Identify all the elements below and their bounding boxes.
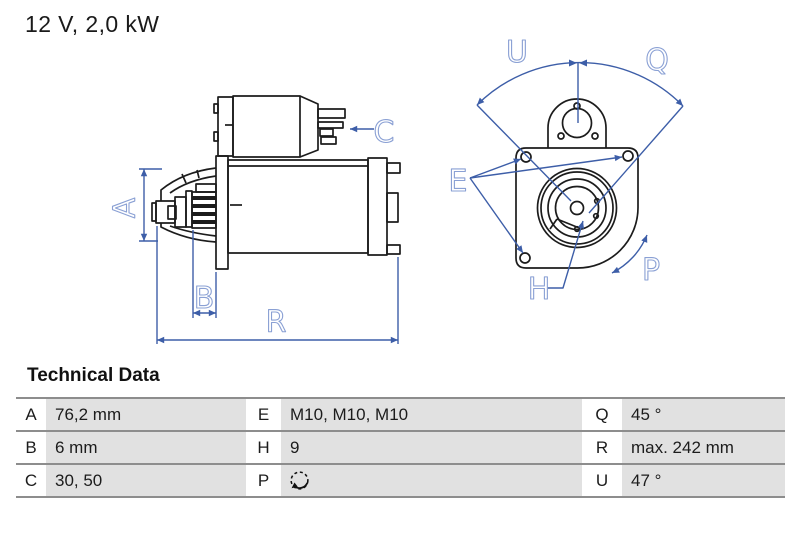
dim-label-a: A [107, 197, 143, 219]
angle-arc-UQ [477, 60, 683, 214]
table-value-r: max. 242 mm [622, 432, 785, 463]
table-heading: Technical Data [27, 365, 160, 386]
dim-label-r: R [265, 305, 287, 340]
table-row [16, 432, 785, 465]
motor-body-outline [216, 156, 400, 269]
rotation-direction-icon [288, 469, 311, 492]
dim-label-q: Q [645, 43, 669, 78]
table-value-c: 30, 50 [46, 465, 246, 496]
side-view-drawing [108, 96, 401, 344]
terminal-studs [318, 109, 345, 144]
table-row [16, 399, 785, 432]
table-key-b: B [16, 432, 46, 463]
drive-end-housing [152, 168, 216, 242]
table-key-a: A [16, 399, 46, 430]
dim-label-p: P [641, 253, 661, 288]
table-key-r: R [582, 432, 622, 463]
table-value-a: 76,2 mm [46, 399, 246, 430]
dim-label-b: B [193, 281, 215, 316]
page-title: 12 V, 2,0 kW [25, 11, 160, 37]
dim-label-h: H [527, 272, 551, 307]
table-key-c: C [16, 465, 46, 496]
dim-label-u: U [506, 35, 528, 70]
dim-label-c: C [373, 115, 395, 150]
leader-E [470, 157, 622, 253]
front-view-drawing [449, 35, 683, 307]
table-value-q: 45 ° [622, 399, 785, 430]
mounting-ear [548, 99, 606, 148]
table-key-h: H [246, 432, 281, 463]
technical-data-table [16, 397, 785, 498]
table-value-u: 47 ° [622, 465, 785, 496]
table-key-u: U [582, 465, 622, 496]
table-value-b: 6 mm [46, 432, 246, 463]
shaft-and-gear-face [538, 169, 617, 248]
table-key-e: E [246, 399, 281, 430]
table-key-p: P [246, 465, 281, 496]
solenoid-outline [214, 96, 345, 157]
table-value-h: 9 [281, 432, 582, 463]
table-row [16, 465, 785, 498]
dim-label-e: E [448, 164, 468, 199]
mounting-flange [516, 148, 638, 268]
table-key-q: Q [582, 399, 622, 430]
pinion-gear [192, 192, 216, 228]
table-value-p [281, 465, 582, 496]
table-value-e: M10, M10, M10 [281, 399, 582, 430]
